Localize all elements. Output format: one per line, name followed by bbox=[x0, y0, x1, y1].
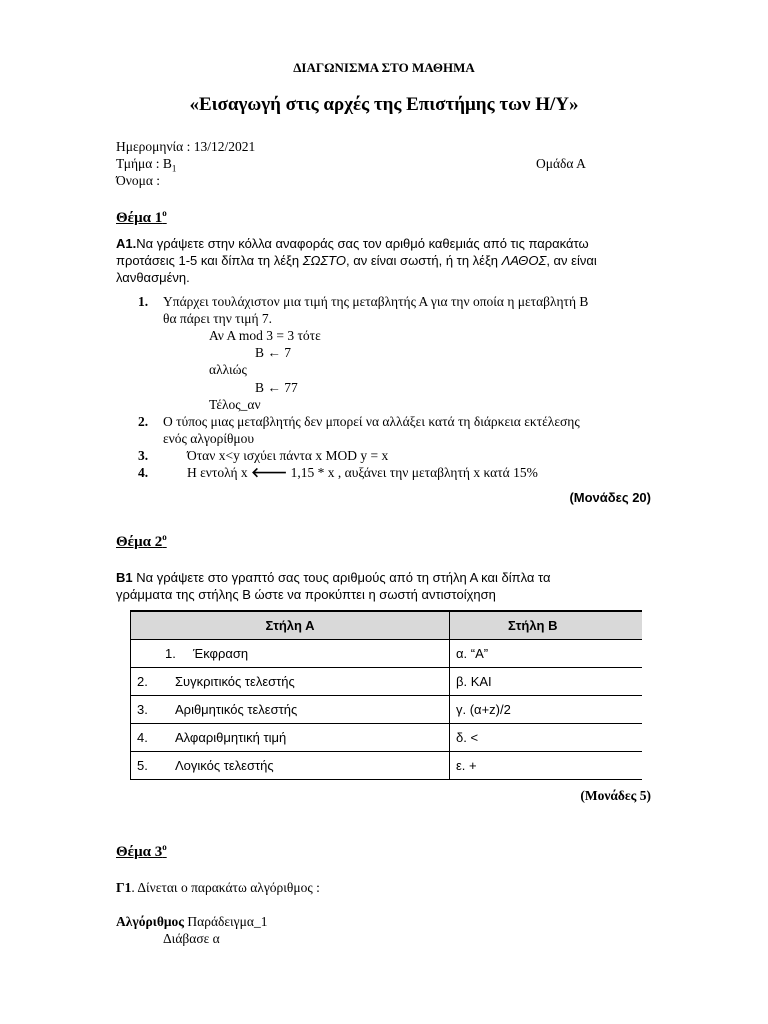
table-row: 1. Έκφραση α. “Α” bbox=[131, 640, 643, 668]
item4-number: 4. bbox=[138, 465, 149, 480]
code-line-assign-77: Β ← 77 bbox=[255, 380, 298, 395]
theme1-marks: (Μονάδες 20) bbox=[569, 490, 651, 505]
column-b-header: Στήλη Β bbox=[450, 611, 643, 640]
theme2-heading: Θέμα $2^o$ bbox=[116, 532, 167, 550]
table-row: 3. Αριθμητικός τελεστής γ. (α+z)/2 bbox=[131, 696, 643, 724]
table-row: 5. Λογικός τελεστής ε. + bbox=[131, 752, 643, 780]
class-line: Τμήμα : $B_1$ bbox=[116, 156, 177, 174]
code-line-else: αλλιώς bbox=[209, 362, 247, 377]
name-line: Όνομα : bbox=[116, 173, 161, 188]
item3-line1: Όταν x<y ισχύει πάντα x MOD y = x bbox=[187, 448, 389, 463]
item4-line1: Η εντολή x 🡐 1,15 * x , αυξάνει την μεταβλητή x κατά 15% bbox=[187, 465, 538, 480]
a1-line-2: προτάσεις 1-5 και δίπλα τη λέξη ΣΩΣΤΟ, αν είναι σωστή, ή τη λέξη ΛΑΘΟΣ, αν είναι bbox=[116, 253, 597, 268]
code-line-if: Αν Α mod 3 = 3 τότε bbox=[209, 328, 321, 343]
code-line-assign-7: Β ← 7 bbox=[255, 345, 292, 360]
course-title: «Εισαγωγή στις αρχές της Επιστήμης των Η/Υ» bbox=[189, 94, 579, 115]
date-line: Ημερομηνία : 13/12/2021 bbox=[116, 139, 256, 154]
b1-line-2: γράμματα της στήλης Β ώστε να προκύπτει η σωστή αντιστοίχηση bbox=[116, 587, 496, 602]
group-label: Ομάδα Α bbox=[536, 156, 586, 171]
matching-table bbox=[130, 610, 642, 780]
item1-number: 1. bbox=[138, 294, 149, 309]
left-arrow-icon: 🡐 bbox=[251, 465, 288, 480]
item1-line1: Υπάρχει τουλάχιστον μια τιμή της μεταβλητής Α για την οποία η μεταβλητή Β bbox=[163, 294, 589, 309]
table-row: 4. Αλφαριθμητική τιμή δ. < bbox=[131, 724, 643, 752]
item2-line2: ενός αλγορίθμου bbox=[163, 431, 255, 446]
column-a-header: Στήλη Α bbox=[131, 611, 450, 640]
a1-line-3: λανθασμένη. bbox=[116, 270, 190, 285]
table-header-row bbox=[131, 611, 643, 640]
table-row: 2. Συγκριτικός τελεστής β. ΚΑΙ bbox=[131, 668, 643, 696]
theme1-heading: Θέμα $1^o$ bbox=[116, 208, 167, 226]
algorithm-header: Αλγόριθμος Παράδειγμα_1 bbox=[116, 914, 268, 929]
item3-number: 3. bbox=[138, 448, 149, 463]
theme2-marks: (Μονάδες 5) bbox=[580, 788, 651, 803]
b1-line-1: Β1 Να γράψετε στο γραπτό σας τους αριθμούς από τη στήλη Α και δίπλα τα bbox=[116, 570, 551, 585]
item1-line2: θα πάρει την τιμή 7. bbox=[163, 311, 273, 326]
code-line-endif: Τέλος_αν bbox=[209, 397, 261, 412]
algorithm-line-read: Διάβασε α bbox=[163, 931, 220, 946]
exam-title: ΔΙΑΓΩΝΙΣΜΑ ΣΤΟ ΜΑΘΗΜΑ bbox=[293, 60, 475, 75]
g1-line: Γ1. Δίνεται ο παρακάτω αλγόριθμος : bbox=[116, 880, 320, 895]
theme3-heading: Θέμα $3^o$ bbox=[116, 842, 167, 860]
item2-number: 2. bbox=[138, 414, 149, 429]
a1-line-1: Α1.Να γράψετε στην κόλλα αναφοράς σας τον αριθμό καθεμιάς από τις παρακάτω bbox=[116, 236, 589, 251]
item2-line1: Ο τύπος μιας μεταβλητής δεν μπορεί να αλλάξει κατά τη διάρκεια εκτέλεσης bbox=[163, 414, 580, 429]
